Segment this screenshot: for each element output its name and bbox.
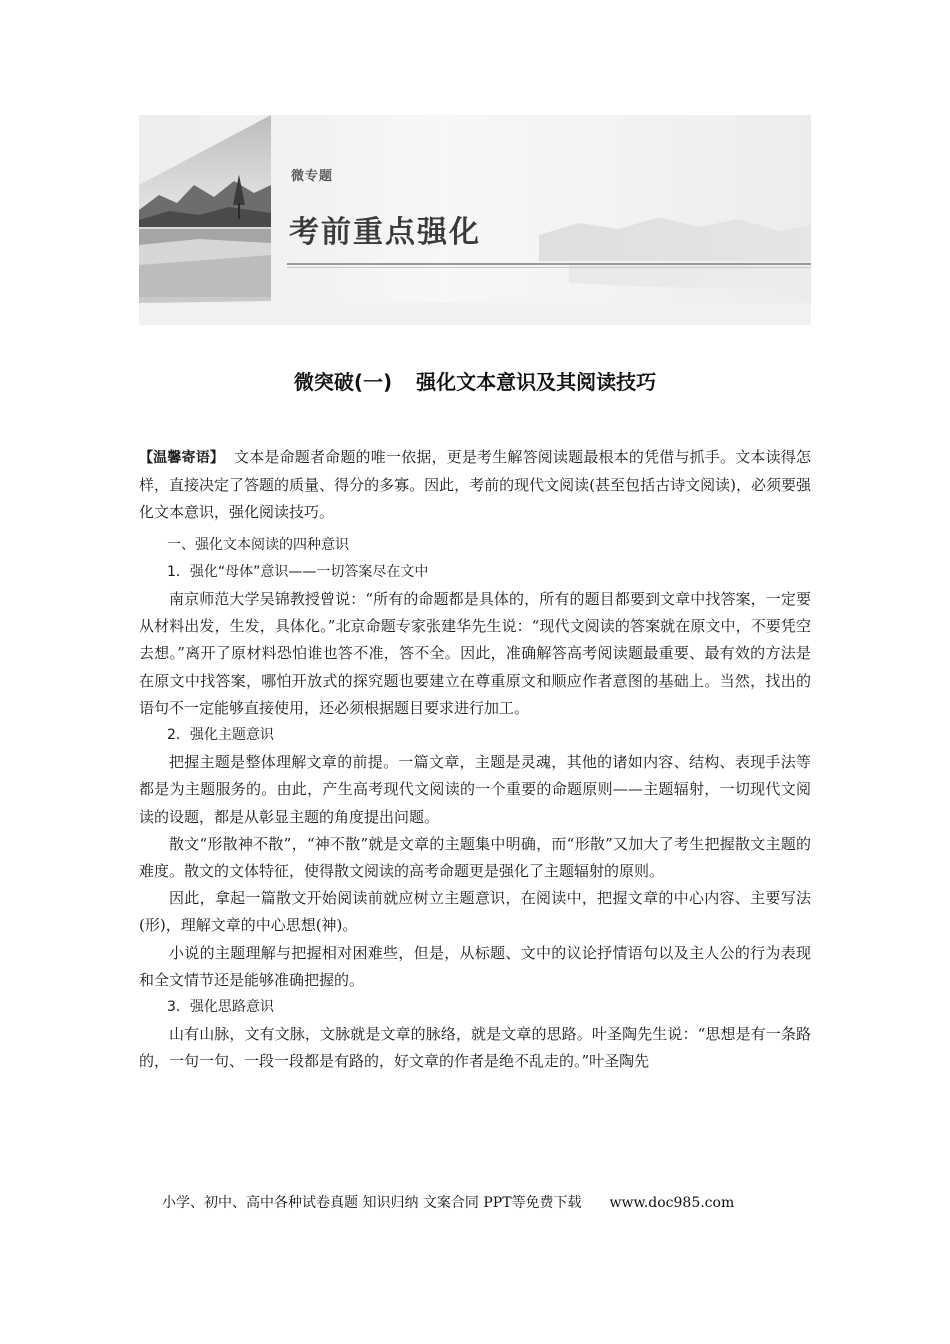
intro-tag: 【温馨寄语】 xyxy=(139,450,225,466)
intro-text: 文本是命题者命题的唯一依据，更是考生解答阅读题最根本的凭借与抓手。文本读得怎样，直接决定了答题的质量、得分的多寡。因此，考前的现代文阅读(甚至包括古诗文阅读)，必须要强化文本意识，强化阅读技巧。 xyxy=(139,448,811,522)
chapter-banner xyxy=(139,115,811,325)
paragraph: 散文“形散神不散”，“神不散”就是文章的主题集中明确，而“形散”又加大了考生把握散文主题的难度。散文的文体特征，使得散文阅读的高考命题更是强化了主题辐射的原则。 xyxy=(139,834,811,881)
item-heading: 2．强化主题意识 xyxy=(167,727,274,744)
section-heading: 一、强化文本阅读的四种意识 xyxy=(167,536,349,553)
banner-divider-thin xyxy=(287,267,811,268)
banner-subtitle: 微专题 xyxy=(291,169,334,184)
title-part-1: 微突破(一) xyxy=(293,370,393,394)
paragraph: 南京师范大学吴锦教授曾说：“所有的命题都是具体的，所有的题目都要到文章中找答案，一定要从材料出发，生发，具体化。”北京命题专家张建华先生说：“现代文阅读的答案就在原文中，不要凭空去想。”离开了原材料恐怕谁也答不准，答不全。因此，准确解答高考阅读题最重要、最有效的方法是在原文中找答案，哪怕开放式的探究题也要建立在尊重原文和顺应作者意图的基础上。当然，找出的语句不一定能够直接使用，还必须根据题目要求进行加工。 xyxy=(139,590,811,717)
banner-title: 考前重点强化 xyxy=(289,215,481,250)
page-title xyxy=(0,366,950,395)
banner-divider xyxy=(287,263,811,265)
paragraph: 山有山脉，文有文脉，文脉就是文章的脉络，就是文章的思路。叶圣陶先生说：“思想是有一条路的，一句一句、一段一段都是有路的，好文章的作者是绝不乱走的。”叶圣陶先 xyxy=(139,1025,811,1071)
item-heading: 3．强化思路意识 xyxy=(167,999,274,1016)
paragraph: 因此，拿起一篇散文开始阅读前就应树立主题意识，在阅读中，把握文章的中心内容、主要写法(形)，理解文章的中心思想(神)。 xyxy=(139,889,811,935)
footer-text: 小学、初中、高中各种试卷真题 知识归纳 文案合同 PPT等免费下载 xyxy=(162,1195,582,1211)
paragraph: 小说的主题理解与把握相对困难些，但是，从标题、文中的议论抒情语句以及主人公的行为表现和全文情节还是能够准确把握的。 xyxy=(139,943,811,989)
footer-site: www.doc985.com xyxy=(609,1195,735,1211)
page-footer xyxy=(162,1192,734,1212)
paragraph: 把握主题是整体理解文章的前提。一篇文章，主题是灵魂，其他的诸如内容、结构、表现手法等都是为主题服务的。由此，产生高考现代文阅读的一个重要的命题原则——主题辐射，一切现代文阅读的设题，都是从彰显主题的角度提出问题。 xyxy=(139,753,811,826)
item-heading: 1．强化“母体”意识——一切答案尽在文中 xyxy=(167,563,429,580)
title-part-2: 强化文本意识及其阅读技巧 xyxy=(416,370,657,394)
article-body xyxy=(139,444,811,1076)
intro-paragraph xyxy=(139,444,811,527)
